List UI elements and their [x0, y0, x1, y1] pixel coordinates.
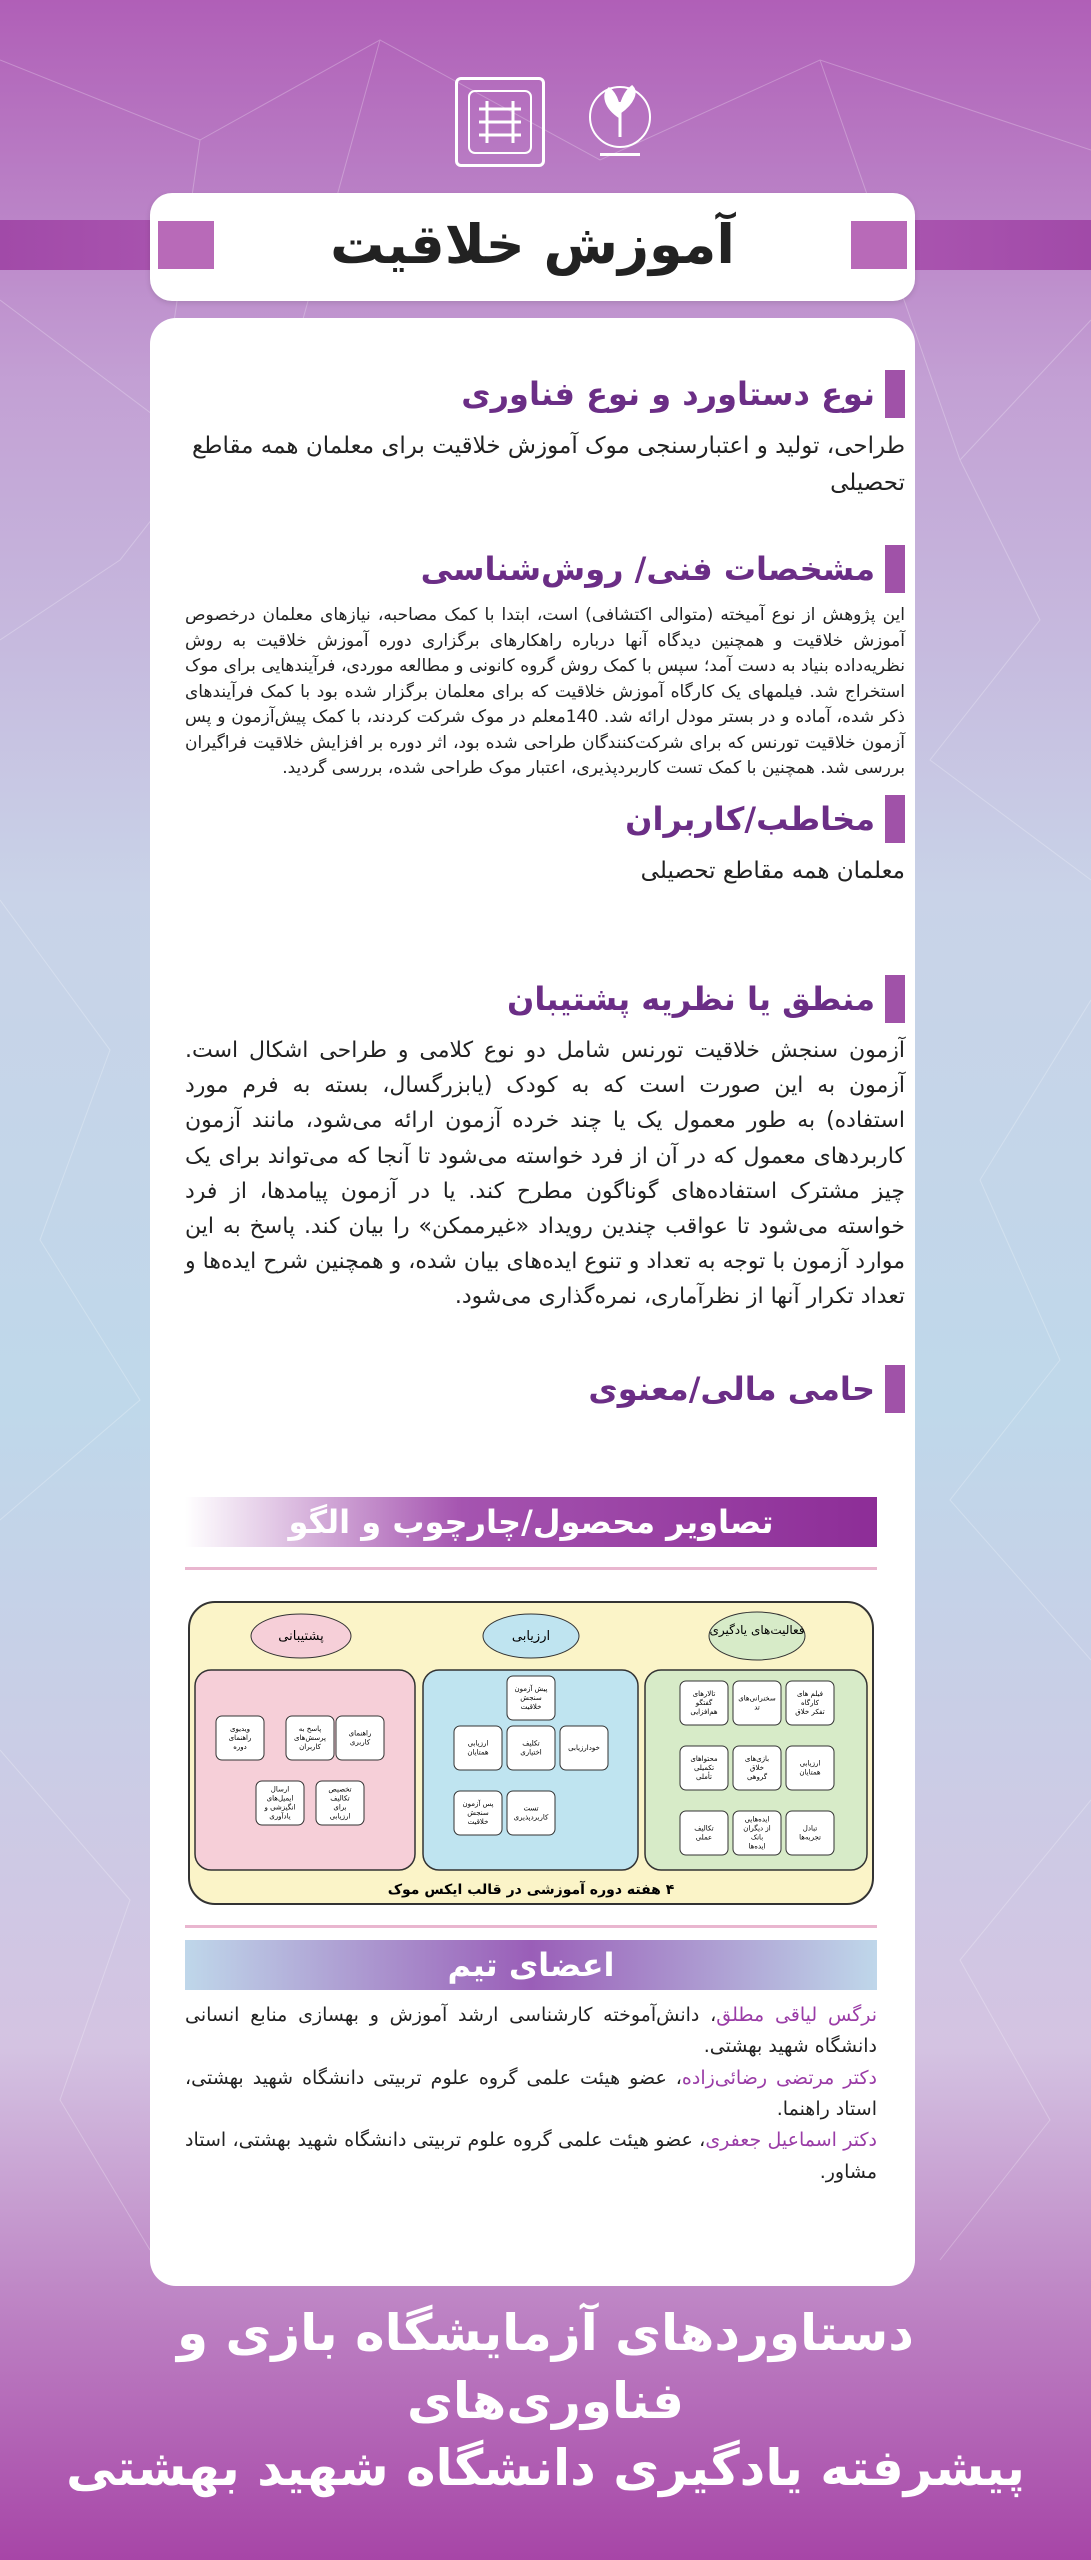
university-seal-icon: [465, 87, 535, 157]
divider: [185, 1567, 877, 1570]
member-desc: ، عضو هیئت علمی گروه علوم تربیتی دانشگاه شهید بهشتی، استاد راهنما.: [185, 2066, 877, 2121]
diagram-item: تالارهای گفتگو هم‌افزایی: [690, 1690, 718, 1716]
diagram-item: ارسال ایمیل‌های انگیزشی و یادآوری: [264, 1785, 296, 1821]
section-achievement-type: [185, 370, 905, 502]
footer: [60, 2300, 1031, 2503]
team-member: [185, 2125, 877, 2188]
group-title: پشتیبانی: [278, 1629, 324, 1644]
heading-bar: [885, 1365, 905, 1413]
diagram-item: تبادل تجربه‌ها: [799, 1824, 821, 1842]
diagram-item: ویدیوی راهنمای دوره: [228, 1725, 252, 1751]
diagram-item: تست کاربردپذیری: [513, 1804, 549, 1822]
member-name: نرگس لیاقی مطلق: [716, 2004, 878, 2026]
diagram-item: تکالیف عملی: [694, 1824, 714, 1842]
diagram-item: محتواهای تکمیلی تأملی: [690, 1755, 718, 1781]
section-body: این پژوهش از نوع آمیخته (متوالی اکتشافی) است، ابتدا با کمک مصاحبه، نیازهای معلمان درخصوص آموزش خلاقیت و همچنین دیدگاه آنها درباره راهکارهای برگزاری دوره آموزش خلاقیت به روش نظریه‌داده بنیاد به دست آمد؛ سپس با کمک روش گروه کانونی و مطالعه موردی، فرآیندهایی برای موک استخراج شد. فیلمهای یک کارگاه آموزش خلاقیت که برای معلمان برگزار شده بود با کمک فرآیندهای ذکر شده، آماده و در بستر مودل ارائه شد. 140معلم در موک شرکت کردند، با کمک پیش‌آزمون و پس آزمون خلاقیت تورنس که برای شرکت‌کنندگان طراحی شده بود، اثر دوره بر افزایش خلاقیت فراگیران بررسی شد. همچنین با کمک تست کاربردپذیری، اعتبار موک طراحی شده، بررسی گردید.: [185, 605, 905, 778]
diagram-caption: ۴ هفته دوره آموزشی در قالب ایکس موک: [387, 1882, 675, 1898]
diagram-item: تکلیف اختیاری: [520, 1739, 542, 1757]
logos: [450, 72, 660, 172]
footer-line: دستاوردهای آزمایشگاه بازی و فناوری‌های: [177, 2304, 914, 2430]
diagram-item: سخنرانی‌های تد: [738, 1694, 776, 1712]
member-desc: ، دانش‌آموخته کارشناسی ارشد آموزش و بهسازی منابع انسانی دانشگاه شهید بهشتی.: [185, 2004, 877, 2058]
group-title: ارزیابی: [511, 1629, 551, 1644]
member-name: دکتر اسماعیل جعفری: [705, 2129, 877, 2152]
title-card: [150, 193, 915, 301]
diagram-item: پاسخ به پرسش‌های کاربران: [294, 1725, 326, 1751]
diagram-item: فیلم های کارگاه تفکر خلاق: [795, 1690, 825, 1716]
diagram-item: پیش آزمون سنجش خلاقیت: [514, 1685, 548, 1711]
diagram-item: ارزیابی همتایان: [799, 1759, 821, 1777]
page-title: آموزش خلاقیت: [330, 213, 735, 276]
lab-leaf-logo-icon: [585, 77, 655, 167]
diagram-item: ارزیابی همتایان: [467, 1739, 489, 1757]
section-heading: نوع دستاورد و نوع فناوری: [461, 375, 875, 413]
diagram-item: ایده‌هایی از دیگران بانک ایده‌ها: [743, 1815, 771, 1851]
heading-bar: [885, 975, 905, 1023]
diagram-item: تخصیص تکالیف برای ارزیابی: [328, 1785, 352, 1821]
diagram-item: پس آزمون سنجش خلاقیت: [462, 1800, 494, 1826]
diagram-item: خودارزیابی: [568, 1744, 600, 1752]
member-desc: ، عضو هیئت علمی گروه علوم تربیتی دانشگاه شهید بهشتی، استاد مشاور.: [185, 2129, 877, 2183]
section-heading: منطق یا نظریه پشتیبان: [507, 980, 875, 1018]
framework-banner: تصاویر محصول/چارچوب و الگو: [185, 1497, 877, 1547]
section-body: آزمون سنجش خلاقیت تورنس شامل دو نوع کلامی و طراحی اشکال است. آزمون به این صورت است که به کودک (یابزرگسال، بسته به فرم مورد استفاده) به طور معمول یک یا چند خرده آزمون ارائه می‌شود، مانند آزمون کاربردهای معمول که در آن از فرد خواسته می‌شود تا آنجا که می‌تواند برای یک چیز مشترک استفاده‌های گوناگون مطرح کند. یا در آزمون پیامدها، از فرد خواسته می‌شود تا عواقب چندین رویداد «غیرممکن» را بیان کند. پاسخ به این موارد آزمون با توجه به تعداد و تنوع ایده‌های بیان شده، و همچنین شرح ایده‌ها و تعداد تکرار آنها از نظرآماری، نمره‌گذاری می‌شود.: [185, 1038, 905, 1310]
diagram-item: بازی‌های خلاق گروهی: [744, 1755, 770, 1781]
team-member: [185, 2063, 877, 2126]
section-body: معلمان همه مقاطع تحصیلی: [640, 858, 905, 884]
group-title: فعالیت‌های یادگیری: [709, 1623, 805, 1637]
team-member: [185, 2000, 877, 2063]
footer-line: پیشرفته یادگیری دانشگاه شهید بهشتی: [66, 2439, 1025, 2497]
section-body: طراحی، تولید و اعتبارسنجی موک آموزش خلاقیت برای معلمان همه مقاطع تحصیلی: [191, 433, 905, 496]
heading-bar: [885, 795, 905, 843]
heading-bar: [885, 545, 905, 593]
university-seal-logo: [455, 77, 545, 167]
section-heading: حامی مالی/معنوی: [588, 1370, 875, 1408]
section-heading: مشخصات فنی/ روش‌شناسی: [420, 550, 875, 588]
member-name: دکتر مرتضی رضائی‌زاده: [681, 2066, 878, 2089]
section-audience: [185, 795, 905, 890]
diagram-item: راهنمای کاربری: [348, 1729, 372, 1747]
section-heading: مخاطب/کاربران: [625, 800, 875, 838]
framework-diagram: [185, 1598, 877, 1908]
section-sponsor: [185, 1365, 905, 1413]
heading-bar: [885, 370, 905, 418]
section-methodology: [185, 545, 905, 782]
divider: [185, 1925, 877, 1928]
team-list: [185, 2000, 877, 2188]
framework-diagram-svg: [185, 1598, 877, 1908]
section-theory: [185, 975, 905, 1315]
team-banner: اعضای تیم: [185, 1940, 877, 1990]
